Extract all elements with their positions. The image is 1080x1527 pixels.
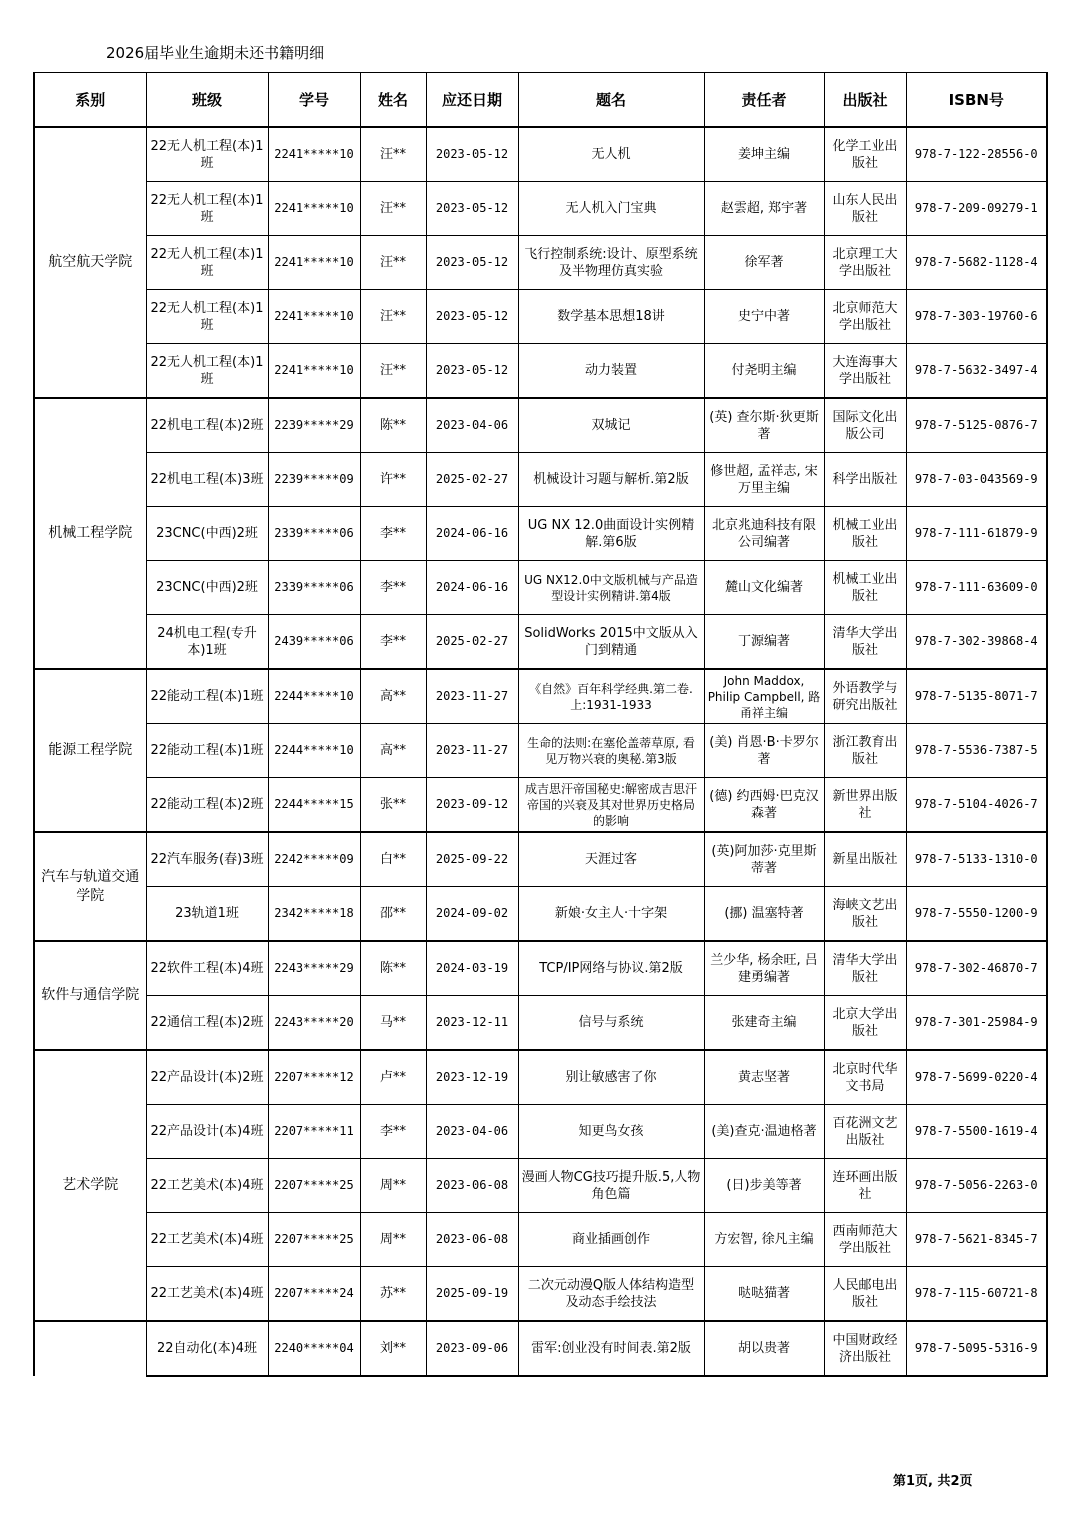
department-cell: 机械工程学院 — [34, 398, 146, 669]
department-cell: 艺术学院 — [34, 1050, 146, 1321]
name-cell: 白** — [360, 832, 426, 887]
page-indicator: 第1页, 共2页 — [893, 1474, 973, 1489]
column-header: ISBN号 — [906, 73, 1047, 128]
column-header: 应还日期 — [426, 73, 518, 128]
column-header: 出版社 — [824, 73, 906, 128]
name-cell: 周** — [360, 1159, 426, 1213]
department-cell: 汽车与轨道交通学院 — [34, 832, 146, 941]
name-cell: 汪** — [360, 182, 426, 236]
author-cell: 方宏智, 徐凡主编 — [704, 1213, 824, 1267]
student-id-cell: 2241*****10 — [268, 182, 360, 236]
book-title-cell: 新娘·女主人·十字架 — [518, 887, 704, 942]
column-header: 班级 — [146, 73, 268, 128]
class-cell: 23轨道1班 — [146, 887, 268, 942]
overdue-books-table — [33, 72, 1048, 1377]
book-title-cell: 二次元动漫Q版人体结构造型及动态手绘技法 — [518, 1267, 704, 1322]
table-row — [34, 778, 1047, 833]
isbn-cell: 978-7-5632-3497-4 — [906, 344, 1047, 399]
table-row — [34, 669, 1047, 724]
table-row — [34, 1159, 1047, 1213]
table-row — [34, 1213, 1047, 1267]
student-id-cell: 2241*****10 — [268, 127, 360, 182]
publisher-cell: 科学出版社 — [824, 453, 906, 507]
name-cell: 马** — [360, 996, 426, 1051]
table-row — [34, 182, 1047, 236]
name-cell: 李** — [360, 615, 426, 670]
author-cell: 胡以贵著 — [704, 1321, 824, 1376]
class-cell: 22无人机工程(本)1班 — [146, 236, 268, 290]
department-cell: 能源工程学院 — [34, 669, 146, 832]
department-cell — [34, 1321, 146, 1376]
table-row — [34, 344, 1047, 399]
author-cell: 张建奇主编 — [704, 996, 824, 1051]
student-id-cell: 2207*****25 — [268, 1159, 360, 1213]
book-title-cell: 无人机 — [518, 127, 704, 182]
publisher-cell: 大连海事大学出版社 — [824, 344, 906, 399]
class-cell: 22无人机工程(本)1班 — [146, 127, 268, 182]
publisher-cell: 北京大学出版社 — [824, 996, 906, 1051]
column-header: 姓名 — [360, 73, 426, 128]
publisher-cell: 国际文化出版公司 — [824, 398, 906, 453]
student-id-cell: 2339*****06 — [268, 561, 360, 615]
name-cell: 汪** — [360, 236, 426, 290]
table-row — [34, 615, 1047, 670]
author-cell: John Maddox, Philip Campbell, 路甬祥主编 — [704, 669, 824, 724]
table-row — [34, 236, 1047, 290]
author-cell: 哒哒猫著 — [704, 1267, 824, 1322]
due-date-cell: 2023-05-12 — [426, 344, 518, 399]
author-cell: 丁源编著 — [704, 615, 824, 670]
due-date-cell: 2023-04-06 — [426, 398, 518, 453]
isbn-cell: 978-7-303-19760-6 — [906, 290, 1047, 344]
class-cell: 22软件工程(本)4班 — [146, 941, 268, 996]
author-cell: (英)阿加莎·克里斯蒂著 — [704, 832, 824, 887]
student-id-cell: 2239*****09 — [268, 453, 360, 507]
publisher-cell: 海峡文艺出版社 — [824, 887, 906, 942]
table-row — [34, 453, 1047, 507]
name-cell: 汪** — [360, 290, 426, 344]
table-row — [34, 887, 1047, 942]
student-id-cell: 2439*****06 — [268, 615, 360, 670]
author-cell: (英) 查尔斯·狄更斯著 — [704, 398, 824, 453]
student-id-cell: 2244*****15 — [268, 778, 360, 833]
publisher-cell: 新世界出版社 — [824, 778, 906, 833]
book-title-cell: 《自然》百年科学经典.第二卷.上:1931-1933 — [518, 669, 704, 724]
name-cell: 陈** — [360, 398, 426, 453]
author-cell: (德) 约西姆·巴克汉森著 — [704, 778, 824, 833]
document-title: 2026届毕业生逾期未还书籍明细 — [106, 44, 325, 62]
table-row — [34, 507, 1047, 561]
class-cell: 22能动工程(本)1班 — [146, 669, 268, 724]
class-cell: 22无人机工程(本)1班 — [146, 344, 268, 399]
publisher-cell: 机械工业出版社 — [824, 507, 906, 561]
student-id-cell: 2207*****24 — [268, 1267, 360, 1322]
publisher-cell: 北京理工大学出版社 — [824, 236, 906, 290]
table-row — [34, 1321, 1047, 1376]
author-cell: 黄志坚著 — [704, 1050, 824, 1105]
class-cell: 23CNC(中西)2班 — [146, 561, 268, 615]
due-date-cell: 2023-06-08 — [426, 1159, 518, 1213]
table-row — [34, 398, 1047, 453]
department-cell: 软件与通信学院 — [34, 941, 146, 1050]
publisher-cell: 清华大学出版社 — [824, 941, 906, 996]
name-cell: 李** — [360, 561, 426, 615]
student-id-cell: 2242*****09 — [268, 832, 360, 887]
book-title-cell: 双城记 — [518, 398, 704, 453]
isbn-cell: 978-7-5133-1310-0 — [906, 832, 1047, 887]
class-cell: 22通信工程(本)2班 — [146, 996, 268, 1051]
isbn-cell: 978-7-301-25984-9 — [906, 996, 1047, 1051]
due-date-cell: 2023-12-11 — [426, 996, 518, 1051]
publisher-cell: 西南师范大学出版社 — [824, 1213, 906, 1267]
author-cell: 修世超, 孟祥志, 宋万里主编 — [704, 453, 824, 507]
book-title-cell: TCP/IP网络与协议.第2版 — [518, 941, 704, 996]
table-header-row — [34, 73, 1047, 128]
isbn-cell: 978-7-5699-0220-4 — [906, 1050, 1047, 1105]
table-row — [34, 1105, 1047, 1159]
due-date-cell: 2023-09-06 — [426, 1321, 518, 1376]
name-cell: 汪** — [360, 127, 426, 182]
isbn-cell: 978-7-209-09279-1 — [906, 182, 1047, 236]
student-id-cell: 2239*****29 — [268, 398, 360, 453]
publisher-cell: 山东人民出版社 — [824, 182, 906, 236]
student-id-cell: 2243*****20 — [268, 996, 360, 1051]
class-cell: 22机电工程(本)2班 — [146, 398, 268, 453]
student-id-cell: 2240*****04 — [268, 1321, 360, 1376]
author-cell: 兰少华, 杨余旺, 吕建勇编著 — [704, 941, 824, 996]
class-cell: 22无人机工程(本)1班 — [146, 182, 268, 236]
publisher-cell: 清华大学出版社 — [824, 615, 906, 670]
book-title-cell: 漫画人物CG技巧提升版.5,人物角色篇 — [518, 1159, 704, 1213]
isbn-cell: 978-7-122-28556-0 — [906, 127, 1047, 182]
publisher-cell: 连环画出版社 — [824, 1159, 906, 1213]
isbn-cell: 978-7-5056-2263-0 — [906, 1159, 1047, 1213]
student-id-cell: 2339*****06 — [268, 507, 360, 561]
due-date-cell: 2023-04-06 — [426, 1105, 518, 1159]
class-cell: 22产品设计(本)4班 — [146, 1105, 268, 1159]
name-cell: 高** — [360, 669, 426, 724]
book-title-cell: 机械设计习题与解析.第2版 — [518, 453, 704, 507]
isbn-cell: 978-7-5621-8345-7 — [906, 1213, 1047, 1267]
name-cell: 刘** — [360, 1321, 426, 1376]
class-cell: 22机电工程(本)3班 — [146, 453, 268, 507]
table-body — [34, 127, 1047, 1376]
table-row — [34, 127, 1047, 182]
book-title-cell: 雷军:创业没有时间表.第2版 — [518, 1321, 704, 1376]
due-date-cell: 2023-11-27 — [426, 724, 518, 778]
table-row — [34, 724, 1047, 778]
student-id-cell: 2342*****18 — [268, 887, 360, 942]
class-cell: 22无人机工程(本)1班 — [146, 290, 268, 344]
due-date-cell: 2025-02-27 — [426, 453, 518, 507]
class-cell: 22产品设计(本)2班 — [146, 1050, 268, 1105]
student-id-cell: 2244*****10 — [268, 669, 360, 724]
student-id-cell: 2207*****25 — [268, 1213, 360, 1267]
name-cell: 许** — [360, 453, 426, 507]
book-title-cell: 天涯过客 — [518, 832, 704, 887]
isbn-cell: 978-7-302-46870-7 — [906, 941, 1047, 996]
isbn-cell: 978-7-5536-7387-5 — [906, 724, 1047, 778]
isbn-cell: 978-7-302-39868-4 — [906, 615, 1047, 670]
due-date-cell: 2023-11-27 — [426, 669, 518, 724]
author-cell: 姜坤主编 — [704, 127, 824, 182]
author-cell: 史宁中著 — [704, 290, 824, 344]
class-cell: 23CNC(中西)2班 — [146, 507, 268, 561]
publisher-cell: 中国财政经济出版社 — [824, 1321, 906, 1376]
isbn-cell: 978-7-111-61879-9 — [906, 507, 1047, 561]
isbn-cell: 978-7-5135-8071-7 — [906, 669, 1047, 724]
isbn-cell: 978-7-115-60721-8 — [906, 1267, 1047, 1322]
class-cell: 22工艺美术(本)4班 — [146, 1213, 268, 1267]
publisher-cell: 外语教学与研究出版社 — [824, 669, 906, 724]
publisher-cell: 人民邮电出版社 — [824, 1267, 906, 1322]
student-id-cell: 2207*****11 — [268, 1105, 360, 1159]
due-date-cell: 2025-09-22 — [426, 832, 518, 887]
student-id-cell: 2243*****29 — [268, 941, 360, 996]
table-row — [34, 561, 1047, 615]
author-cell: (美) 肖恩·B·卡罗尔著 — [704, 724, 824, 778]
class-cell: 22工艺美术(本)4班 — [146, 1267, 268, 1322]
author-cell: 赵雲超, 郑宇著 — [704, 182, 824, 236]
isbn-cell: 978-7-5500-1619-4 — [906, 1105, 1047, 1159]
publisher-cell: 浙江教育出版社 — [824, 724, 906, 778]
name-cell: 周** — [360, 1213, 426, 1267]
publisher-cell: 北京时代华文书局 — [824, 1050, 906, 1105]
book-title-cell: 成吉思汗帝国秘史:解密成吉思汗帝国的兴衰及其对世界历史格局的影响 — [518, 778, 704, 833]
class-cell: 24机电工程(专升本)1班 — [146, 615, 268, 670]
isbn-cell: 978-7-5104-4026-7 — [906, 778, 1047, 833]
table-row — [34, 1050, 1047, 1105]
name-cell: 李** — [360, 1105, 426, 1159]
book-title-cell: 生命的法则:在塞伦盖蒂草原, 看见万物兴衰的奥秘.第3版 — [518, 724, 704, 778]
publisher-cell: 化学工业出版社 — [824, 127, 906, 182]
table-row — [34, 290, 1047, 344]
name-cell: 苏** — [360, 1267, 426, 1322]
publisher-cell: 北京师范大学出版社 — [824, 290, 906, 344]
due-date-cell: 2024-06-16 — [426, 507, 518, 561]
book-title-cell: 知更鸟女孩 — [518, 1105, 704, 1159]
due-date-cell: 2023-09-12 — [426, 778, 518, 833]
book-title-cell: 别让敏感害了你 — [518, 1050, 704, 1105]
due-date-cell: 2023-06-08 — [426, 1213, 518, 1267]
book-title-cell: 数学基本思想18讲 — [518, 290, 704, 344]
name-cell: 陈** — [360, 941, 426, 996]
column-header: 责任者 — [704, 73, 824, 128]
name-cell: 李** — [360, 507, 426, 561]
student-id-cell: 2241*****10 — [268, 344, 360, 399]
student-id-cell: 2244*****10 — [268, 724, 360, 778]
due-date-cell: 2023-05-12 — [426, 127, 518, 182]
isbn-cell: 978-7-111-63609-0 — [906, 561, 1047, 615]
class-cell: 22能动工程(本)2班 — [146, 778, 268, 833]
due-date-cell: 2024-06-16 — [426, 561, 518, 615]
class-cell: 22自动化(本)4班 — [146, 1321, 268, 1376]
due-date-cell: 2025-02-27 — [426, 615, 518, 670]
due-date-cell: 2023-05-12 — [426, 290, 518, 344]
student-id-cell: 2241*****10 — [268, 236, 360, 290]
table-row — [34, 941, 1047, 996]
due-date-cell: 2025-09-19 — [426, 1267, 518, 1322]
author-cell: (挪) 温塞特著 — [704, 887, 824, 942]
column-header: 系别 — [34, 73, 146, 128]
book-title-cell: UG NX 12.0曲面设计实例精解.第6版 — [518, 507, 704, 561]
student-id-cell: 2241*****10 — [268, 290, 360, 344]
name-cell: 邵** — [360, 887, 426, 942]
class-cell: 22工艺美术(本)4班 — [146, 1159, 268, 1213]
table-row — [34, 1267, 1047, 1322]
author-cell: 徐军著 — [704, 236, 824, 290]
isbn-cell: 978-7-5550-1200-9 — [906, 887, 1047, 942]
class-cell: 22汽车服务(春)3班 — [146, 832, 268, 887]
due-date-cell: 2023-05-12 — [426, 236, 518, 290]
isbn-cell: 978-7-5125-0876-7 — [906, 398, 1047, 453]
table-row — [34, 996, 1047, 1051]
name-cell: 张** — [360, 778, 426, 833]
due-date-cell: 2023-05-12 — [426, 182, 518, 236]
class-cell: 22能动工程(本)1班 — [146, 724, 268, 778]
publisher-cell: 新星出版社 — [824, 832, 906, 887]
column-header: 题名 — [518, 73, 704, 128]
isbn-cell: 978-7-5682-1128-4 — [906, 236, 1047, 290]
isbn-cell: 978-7-03-043569-9 — [906, 453, 1047, 507]
name-cell: 高** — [360, 724, 426, 778]
due-date-cell: 2024-03-19 — [426, 941, 518, 996]
book-title-cell: 动力装置 — [518, 344, 704, 399]
isbn-cell: 978-7-5095-5316-9 — [906, 1321, 1047, 1376]
author-cell: (日)步美等著 — [704, 1159, 824, 1213]
author-cell: 付尧明主编 — [704, 344, 824, 399]
author-cell: (美)查克·温迪格著 — [704, 1105, 824, 1159]
due-date-cell: 2024-09-02 — [426, 887, 518, 942]
name-cell: 汪** — [360, 344, 426, 399]
student-id-cell: 2207*****12 — [268, 1050, 360, 1105]
book-title-cell: 商业插画创作 — [518, 1213, 704, 1267]
book-title-cell: 飞行控制系统:设计、原型系统及半物理仿真实验 — [518, 236, 704, 290]
department-cell: 航空航天学院 — [34, 127, 146, 398]
column-header: 学号 — [268, 73, 360, 128]
due-date-cell: 2023-12-19 — [426, 1050, 518, 1105]
author-cell: 北京兆迪科技有限公司编著 — [704, 507, 824, 561]
author-cell: 麓山文化编著 — [704, 561, 824, 615]
table-row — [34, 832, 1047, 887]
name-cell: 卢** — [360, 1050, 426, 1105]
publisher-cell: 机械工业出版社 — [824, 561, 906, 615]
book-title-cell: 信号与系统 — [518, 996, 704, 1051]
book-title-cell: SolidWorks 2015中文版从入门到精通 — [518, 615, 704, 670]
book-title-cell: 无人机入门宝典 — [518, 182, 704, 236]
book-title-cell: UG NX12.0中文版机械与产品造型设计实例精讲.第4版 — [518, 561, 704, 615]
publisher-cell: 百花洲文艺出版社 — [824, 1105, 906, 1159]
